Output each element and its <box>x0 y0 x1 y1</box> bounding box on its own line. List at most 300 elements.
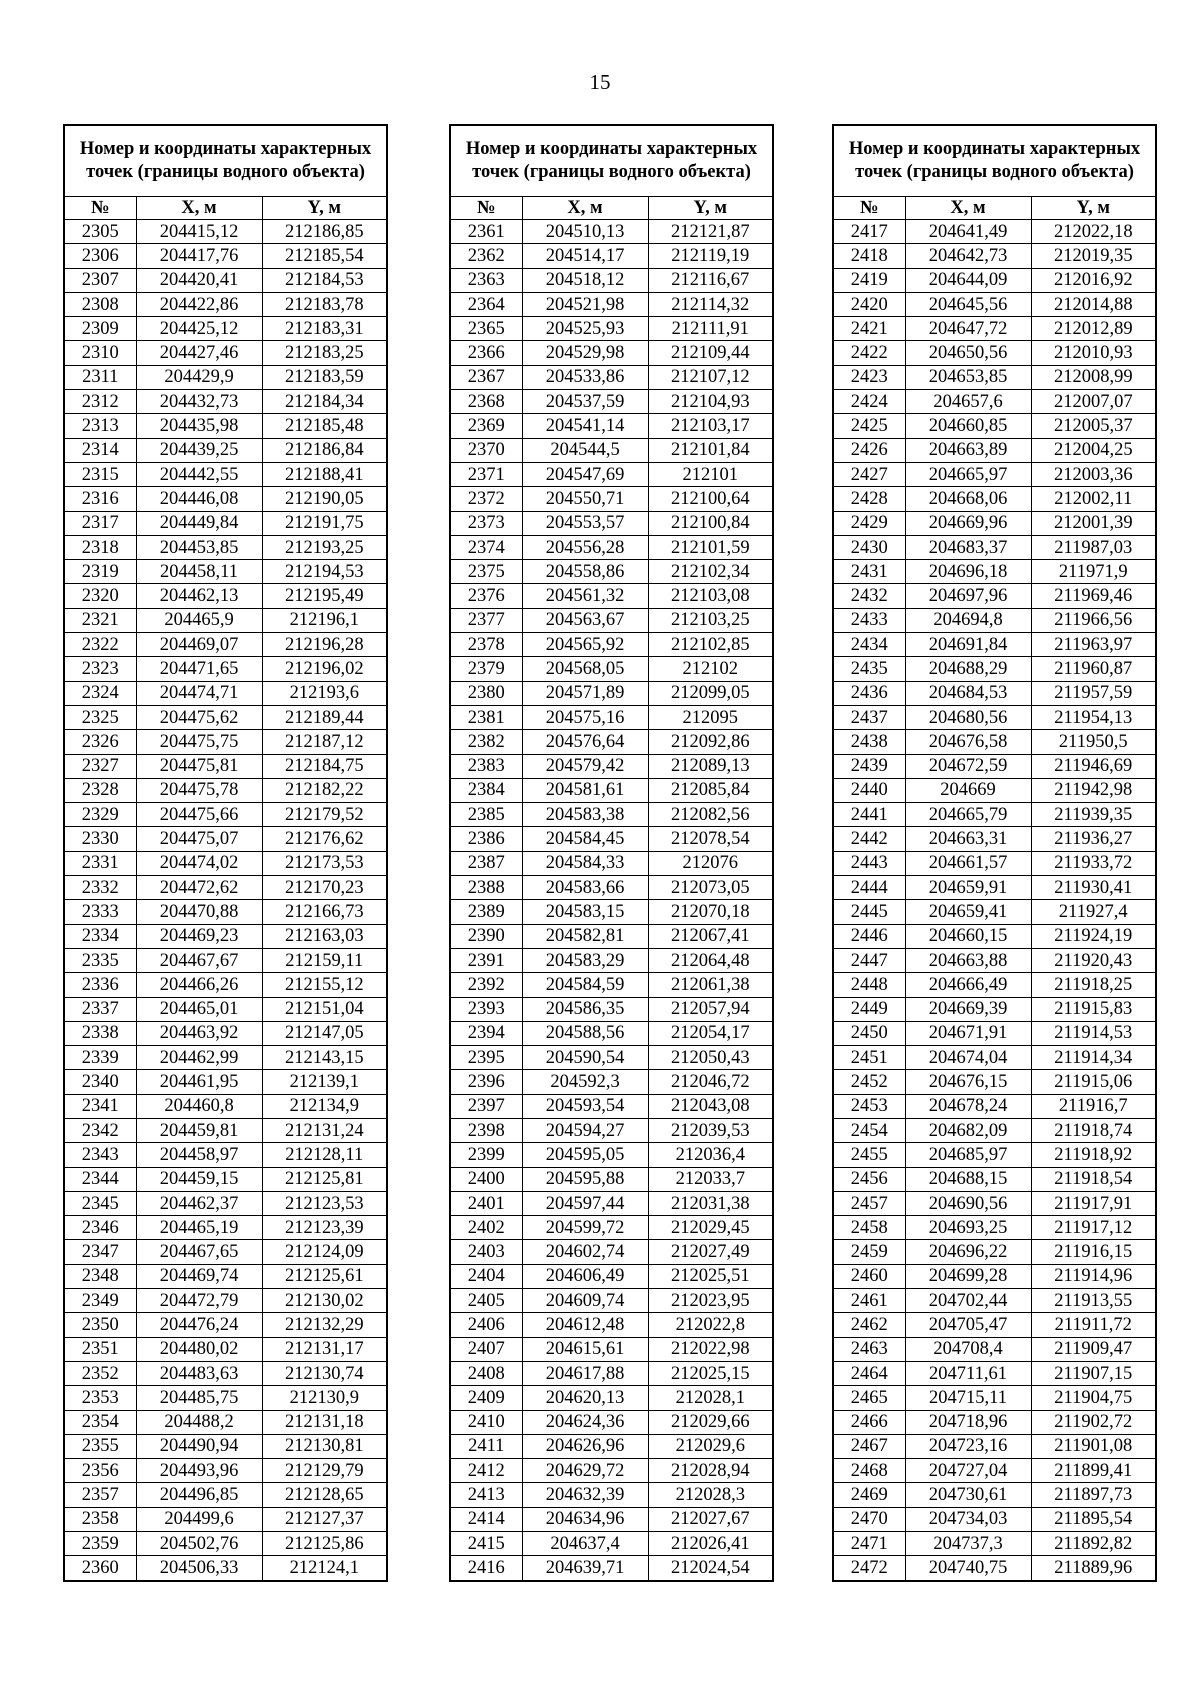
table-row <box>450 633 773 657</box>
x-coordinate-cell: 204737,3 <box>905 1532 1031 1556</box>
table-row <box>64 1118 387 1142</box>
point-number-cell: 2423 <box>833 365 905 389</box>
y-coordinate-cell: 212189,44 <box>262 705 387 729</box>
y-coordinate-cell: 212132,29 <box>262 1313 387 1337</box>
x-coordinate-cell: 204458,11 <box>136 560 262 584</box>
point-number-cell: 2321 <box>64 608 136 632</box>
point-number-cell: 2422 <box>833 341 905 365</box>
y-coordinate-cell: 211904,75 <box>1031 1386 1156 1410</box>
point-number-cell: 2358 <box>64 1507 136 1531</box>
y-coordinate-cell: 212166,73 <box>262 900 387 924</box>
x-coordinate-cell: 204718,96 <box>905 1410 1031 1434</box>
table-row <box>450 608 773 632</box>
y-coordinate-cell: 211907,15 <box>1031 1361 1156 1385</box>
x-coordinate-cell: 204521,98 <box>522 292 648 316</box>
table-row <box>64 1094 387 1118</box>
point-number-cell: 2396 <box>450 1070 522 1094</box>
x-coordinate-cell: 204485,75 <box>136 1386 262 1410</box>
y-coordinate-cell: 212129,79 <box>262 1459 387 1483</box>
point-number-cell: 2401 <box>450 1191 522 1215</box>
table-row <box>833 317 1156 341</box>
column-header-x: X, м <box>136 197 262 220</box>
x-coordinate-cell: 204690,56 <box>905 1191 1031 1215</box>
y-coordinate-cell: 212155,12 <box>262 973 387 997</box>
y-coordinate-cell: 211936,27 <box>1031 827 1156 851</box>
table-row <box>450 948 773 972</box>
point-number-cell: 2457 <box>833 1191 905 1215</box>
y-coordinate-cell: 212128,11 <box>262 1143 387 1167</box>
x-coordinate-cell: 204659,41 <box>905 900 1031 924</box>
point-number-cell: 2326 <box>64 730 136 754</box>
point-number-cell: 2419 <box>833 268 905 292</box>
point-number-cell: 2375 <box>450 560 522 584</box>
y-coordinate-cell: 212128,65 <box>262 1483 387 1507</box>
point-number-cell: 2452 <box>833 1070 905 1094</box>
point-number-cell: 2409 <box>450 1386 522 1410</box>
y-coordinate-cell: 212183,78 <box>262 292 387 316</box>
x-coordinate-cell: 204682,09 <box>905 1118 1031 1142</box>
table-row <box>450 462 773 486</box>
table-row <box>450 827 773 851</box>
y-coordinate-cell: 211918,25 <box>1031 973 1156 997</box>
point-number-cell: 2328 <box>64 778 136 802</box>
y-coordinate-cell: 211892,82 <box>1031 1532 1156 1556</box>
point-number-cell: 2380 <box>450 681 522 705</box>
point-number-cell: 2362 <box>450 244 522 268</box>
y-coordinate-cell: 211927,4 <box>1031 900 1156 924</box>
x-coordinate-cell: 204657,6 <box>905 390 1031 414</box>
y-coordinate-cell: 211914,53 <box>1031 1021 1156 1045</box>
y-coordinate-cell: 211966,56 <box>1031 608 1156 632</box>
y-coordinate-cell: 212054,17 <box>648 1021 773 1045</box>
point-number-cell: 2393 <box>450 997 522 1021</box>
y-coordinate-cell: 211942,98 <box>1031 778 1156 802</box>
y-coordinate-cell: 212024,54 <box>648 1556 773 1581</box>
point-number-cell: 2464 <box>833 1361 905 1385</box>
x-coordinate-cell: 204626,96 <box>522 1434 648 1458</box>
table-row <box>833 1556 1156 1581</box>
x-coordinate-cell: 204666,49 <box>905 973 1031 997</box>
column-header-number: № <box>64 197 136 220</box>
y-coordinate-cell: 212134,9 <box>262 1094 387 1118</box>
table-row <box>450 292 773 316</box>
table-row <box>833 657 1156 681</box>
point-number-cell: 2456 <box>833 1167 905 1191</box>
x-coordinate-cell: 204674,04 <box>905 1046 1031 1070</box>
point-number-cell: 2446 <box>833 924 905 948</box>
table-row <box>64 390 387 414</box>
y-coordinate-cell: 212191,75 <box>262 511 387 535</box>
x-coordinate-cell: 204694,8 <box>905 608 1031 632</box>
x-coordinate-cell: 204697,96 <box>905 584 1031 608</box>
point-number-cell: 2436 <box>833 681 905 705</box>
y-coordinate-cell: 212159,11 <box>262 948 387 972</box>
point-number-cell: 2385 <box>450 803 522 827</box>
table-row <box>450 365 773 389</box>
table-row <box>450 754 773 778</box>
y-coordinate-cell: 212124,09 <box>262 1240 387 1264</box>
table-row <box>64 924 387 948</box>
point-number-cell: 2315 <box>64 462 136 486</box>
y-coordinate-cell: 211939,35 <box>1031 803 1156 827</box>
table-row <box>64 511 387 535</box>
table-row <box>833 1434 1156 1458</box>
point-number-cell: 2345 <box>64 1191 136 1215</box>
y-coordinate-cell: 212102,34 <box>648 560 773 584</box>
point-number-cell: 2408 <box>450 1361 522 1385</box>
y-coordinate-cell: 212101 <box>648 462 773 486</box>
table-row <box>64 1434 387 1458</box>
table-row <box>450 535 773 559</box>
y-coordinate-cell: 211902,72 <box>1031 1410 1156 1434</box>
point-number-cell: 2450 <box>833 1021 905 1045</box>
table-row <box>833 414 1156 438</box>
x-coordinate-cell: 204683,37 <box>905 535 1031 559</box>
y-coordinate-cell: 212195,49 <box>262 584 387 608</box>
point-number-cell: 2395 <box>450 1046 522 1070</box>
table-row <box>64 778 387 802</box>
x-coordinate-cell: 204660,15 <box>905 924 1031 948</box>
point-number-cell: 2351 <box>64 1337 136 1361</box>
point-number-cell: 2388 <box>450 876 522 900</box>
table-row <box>64 1167 387 1191</box>
table-row <box>833 244 1156 268</box>
y-coordinate-cell: 211917,12 <box>1031 1216 1156 1240</box>
point-number-cell: 2412 <box>450 1459 522 1483</box>
table-caption: Номер и координаты характерных точек (границы водного объекта) <box>833 125 1156 197</box>
table-row <box>450 1021 773 1045</box>
y-coordinate-cell: 211914,34 <box>1031 1046 1156 1070</box>
point-number-cell: 2338 <box>64 1021 136 1045</box>
table-row <box>64 462 387 486</box>
y-coordinate-cell: 211918,74 <box>1031 1118 1156 1142</box>
table-row <box>833 851 1156 875</box>
x-coordinate-cell: 204469,07 <box>136 633 262 657</box>
x-coordinate-cell: 204699,28 <box>905 1264 1031 1288</box>
y-coordinate-cell: 212022,98 <box>648 1337 773 1361</box>
point-number-cell: 2397 <box>450 1094 522 1118</box>
y-coordinate-cell: 212031,38 <box>648 1191 773 1215</box>
y-coordinate-cell: 212130,02 <box>262 1289 387 1313</box>
y-coordinate-cell: 212029,45 <box>648 1216 773 1240</box>
table-row <box>450 1264 773 1288</box>
x-coordinate-cell: 204639,71 <box>522 1556 648 1581</box>
point-number-cell: 2383 <box>450 754 522 778</box>
y-coordinate-cell: 212010,93 <box>1031 341 1156 365</box>
table-row <box>450 705 773 729</box>
y-coordinate-cell: 211909,47 <box>1031 1337 1156 1361</box>
y-coordinate-cell: 212183,31 <box>262 317 387 341</box>
y-coordinate-cell: 212103,17 <box>648 414 773 438</box>
table-row <box>450 973 773 997</box>
x-coordinate-cell: 204499,6 <box>136 1507 262 1531</box>
point-number-cell: 2372 <box>450 487 522 511</box>
x-coordinate-cell: 204665,79 <box>905 803 1031 827</box>
page-number: 15 <box>589 70 611 94</box>
table-row <box>450 997 773 1021</box>
table-row <box>833 1410 1156 1434</box>
point-number-cell: 2369 <box>450 414 522 438</box>
y-coordinate-cell: 212061,38 <box>648 973 773 997</box>
point-number-cell: 2435 <box>833 657 905 681</box>
table-row <box>64 608 387 632</box>
y-coordinate-cell: 212014,88 <box>1031 292 1156 316</box>
y-coordinate-cell: 212025,51 <box>648 1264 773 1288</box>
point-number-cell: 2319 <box>64 560 136 584</box>
y-coordinate-cell: 211916,7 <box>1031 1094 1156 1118</box>
x-coordinate-cell: 204680,56 <box>905 705 1031 729</box>
table-row <box>833 462 1156 486</box>
point-number-cell: 2399 <box>450 1143 522 1167</box>
point-number-cell: 2342 <box>64 1118 136 1142</box>
x-coordinate-cell: 204688,29 <box>905 657 1031 681</box>
x-coordinate-cell: 204415,12 <box>136 220 262 244</box>
x-coordinate-cell: 204669 <box>905 778 1031 802</box>
x-coordinate-cell: 204727,04 <box>905 1459 1031 1483</box>
y-coordinate-cell: 211918,54 <box>1031 1167 1156 1191</box>
table-row <box>450 341 773 365</box>
point-number-cell: 2428 <box>833 487 905 511</box>
y-coordinate-cell: 211969,46 <box>1031 584 1156 608</box>
point-number-cell: 2420 <box>833 292 905 316</box>
table-caption: Номер и координаты характерных точек (границы водного объекта) <box>64 125 387 197</box>
x-coordinate-cell: 204588,56 <box>522 1021 648 1045</box>
y-coordinate-cell: 211916,15 <box>1031 1240 1156 1264</box>
x-coordinate-cell: 204661,57 <box>905 851 1031 875</box>
y-coordinate-cell: 212004,25 <box>1031 438 1156 462</box>
y-coordinate-cell: 212026,41 <box>648 1532 773 1556</box>
point-number-cell: 2365 <box>450 317 522 341</box>
point-number-cell: 2317 <box>64 511 136 535</box>
table-row <box>833 390 1156 414</box>
table-row <box>833 584 1156 608</box>
point-number-cell: 2371 <box>450 462 522 486</box>
y-coordinate-cell: 211946,69 <box>1031 754 1156 778</box>
x-coordinate-cell: 204467,65 <box>136 1240 262 1264</box>
table-row <box>833 803 1156 827</box>
y-coordinate-cell: 212050,43 <box>648 1046 773 1070</box>
x-coordinate-cell: 204529,98 <box>522 341 648 365</box>
x-coordinate-cell: 204420,41 <box>136 268 262 292</box>
x-coordinate-cell: 204583,66 <box>522 876 648 900</box>
x-coordinate-cell: 204595,88 <box>522 1167 648 1191</box>
table-row <box>450 1167 773 1191</box>
point-number-cell: 2368 <box>450 390 522 414</box>
point-number-cell: 2353 <box>64 1386 136 1410</box>
table-row <box>64 487 387 511</box>
table-row <box>64 438 387 462</box>
point-number-cell: 2400 <box>450 1167 522 1191</box>
y-coordinate-cell: 212114,32 <box>648 292 773 316</box>
x-coordinate-cell: 204459,15 <box>136 1167 262 1191</box>
table-row <box>833 1337 1156 1361</box>
point-number-cell: 2313 <box>64 414 136 438</box>
table-row <box>833 535 1156 559</box>
point-number-cell: 2333 <box>64 900 136 924</box>
table-row <box>64 1191 387 1215</box>
x-coordinate-cell: 204449,84 <box>136 511 262 535</box>
y-coordinate-cell: 211918,92 <box>1031 1143 1156 1167</box>
y-coordinate-cell: 212008,99 <box>1031 365 1156 389</box>
x-coordinate-cell: 204465,9 <box>136 608 262 632</box>
point-number-cell: 2466 <box>833 1410 905 1434</box>
table-row <box>833 876 1156 900</box>
point-number-cell: 2407 <box>450 1337 522 1361</box>
table-row <box>450 1361 773 1385</box>
point-number-cell: 2471 <box>833 1532 905 1556</box>
y-coordinate-cell: 211899,41 <box>1031 1459 1156 1483</box>
y-coordinate-cell: 212123,39 <box>262 1216 387 1240</box>
x-coordinate-cell: 204609,74 <box>522 1289 648 1313</box>
point-number-cell: 2411 <box>450 1434 522 1458</box>
x-coordinate-cell: 204502,76 <box>136 1532 262 1556</box>
point-number-cell: 2424 <box>833 390 905 414</box>
point-number-cell: 2439 <box>833 754 905 778</box>
point-number-cell: 2381 <box>450 705 522 729</box>
point-number-cell: 2307 <box>64 268 136 292</box>
x-coordinate-cell: 204590,54 <box>522 1046 648 1070</box>
table-row <box>64 948 387 972</box>
x-coordinate-cell: 204606,49 <box>522 1264 648 1288</box>
y-coordinate-cell: 212109,44 <box>648 341 773 365</box>
table-row <box>450 851 773 875</box>
table-row <box>833 1483 1156 1507</box>
y-coordinate-cell: 212022,18 <box>1031 220 1156 244</box>
table-row <box>64 1507 387 1531</box>
table-row <box>833 1118 1156 1142</box>
point-number-cell: 2311 <box>64 365 136 389</box>
y-coordinate-cell: 211920,43 <box>1031 948 1156 972</box>
x-coordinate-cell: 204715,11 <box>905 1386 1031 1410</box>
column-header-y: Y, м <box>262 197 387 220</box>
x-coordinate-cell: 204684,53 <box>905 681 1031 705</box>
y-coordinate-cell: 212188,41 <box>262 462 387 486</box>
point-number-cell: 2455 <box>833 1143 905 1167</box>
table-row <box>833 1070 1156 1094</box>
x-coordinate-cell: 204650,56 <box>905 341 1031 365</box>
table-row <box>833 1264 1156 1288</box>
x-coordinate-cell: 204459,81 <box>136 1118 262 1142</box>
y-coordinate-cell: 212043,08 <box>648 1094 773 1118</box>
x-coordinate-cell: 204537,59 <box>522 390 648 414</box>
y-coordinate-cell: 212073,05 <box>648 876 773 900</box>
x-coordinate-cell: 204583,29 <box>522 948 648 972</box>
y-coordinate-cell: 212116,67 <box>648 268 773 292</box>
x-coordinate-cell: 204583,38 <box>522 803 648 827</box>
x-coordinate-cell: 204461,95 <box>136 1070 262 1094</box>
table-row <box>833 1143 1156 1167</box>
table-row <box>833 1191 1156 1215</box>
x-coordinate-cell: 204435,98 <box>136 414 262 438</box>
point-number-cell: 2348 <box>64 1264 136 1288</box>
table-row <box>833 268 1156 292</box>
y-coordinate-cell: 212103,25 <box>648 608 773 632</box>
x-coordinate-cell: 204653,85 <box>905 365 1031 389</box>
table-row <box>64 341 387 365</box>
y-coordinate-cell: 212101,59 <box>648 535 773 559</box>
point-number-cell: 2472 <box>833 1556 905 1581</box>
table-row <box>833 608 1156 632</box>
x-coordinate-cell: 204702,44 <box>905 1289 1031 1313</box>
y-coordinate-cell: 212107,12 <box>648 365 773 389</box>
y-coordinate-cell: 212095 <box>648 705 773 729</box>
x-coordinate-cell: 204676,58 <box>905 730 1031 754</box>
table-row <box>450 1556 773 1581</box>
x-coordinate-cell: 204474,71 <box>136 681 262 705</box>
table-row <box>64 1143 387 1167</box>
point-number-cell: 2431 <box>833 560 905 584</box>
table-row <box>833 1216 1156 1240</box>
table-row <box>64 1361 387 1385</box>
y-coordinate-cell: 211924,19 <box>1031 924 1156 948</box>
table-row <box>833 681 1156 705</box>
point-number-cell: 2389 <box>450 900 522 924</box>
table-row <box>833 924 1156 948</box>
y-coordinate-cell: 212147,05 <box>262 1021 387 1045</box>
y-coordinate-cell: 212036,4 <box>648 1143 773 1167</box>
table-row <box>450 584 773 608</box>
y-coordinate-cell: 212187,12 <box>262 730 387 754</box>
y-coordinate-cell: 212176,62 <box>262 827 387 851</box>
y-coordinate-cell: 212076 <box>648 851 773 875</box>
table-row <box>833 1046 1156 1070</box>
point-number-cell: 2426 <box>833 438 905 462</box>
point-number-cell: 2355 <box>64 1434 136 1458</box>
y-coordinate-cell: 211914,96 <box>1031 1264 1156 1288</box>
x-coordinate-cell: 204465,19 <box>136 1216 262 1240</box>
y-coordinate-cell: 211915,83 <box>1031 997 1156 1021</box>
y-coordinate-cell: 212007,07 <box>1031 390 1156 414</box>
point-number-cell: 2366 <box>450 341 522 365</box>
y-coordinate-cell: 212184,34 <box>262 390 387 414</box>
x-coordinate-cell: 204708,4 <box>905 1337 1031 1361</box>
x-coordinate-cell: 204417,76 <box>136 244 262 268</box>
x-coordinate-cell: 204470,88 <box>136 900 262 924</box>
y-coordinate-cell: 211960,87 <box>1031 657 1156 681</box>
table-row <box>833 1361 1156 1385</box>
table-row <box>833 220 1156 244</box>
column-header-number: № <box>450 197 522 220</box>
table-row <box>833 511 1156 535</box>
table-row <box>833 705 1156 729</box>
point-number-cell: 2425 <box>833 414 905 438</box>
y-coordinate-cell: 212099,05 <box>648 681 773 705</box>
x-coordinate-cell: 204463,92 <box>136 1021 262 1045</box>
point-number-cell: 2305 <box>64 220 136 244</box>
x-coordinate-cell: 204453,85 <box>136 535 262 559</box>
table-row <box>833 341 1156 365</box>
x-coordinate-cell: 204641,49 <box>905 220 1031 244</box>
table-row <box>833 1240 1156 1264</box>
point-number-cell: 2377 <box>450 608 522 632</box>
x-coordinate-cell: 204480,02 <box>136 1337 262 1361</box>
y-coordinate-cell: 211957,59 <box>1031 681 1156 705</box>
y-coordinate-cell: 212092,86 <box>648 730 773 754</box>
table-row <box>450 876 773 900</box>
column-header-x: X, м <box>905 197 1031 220</box>
table-row <box>64 414 387 438</box>
point-number-cell: 2363 <box>450 268 522 292</box>
table-row <box>64 876 387 900</box>
x-coordinate-cell: 204584,59 <box>522 973 648 997</box>
table-row <box>833 778 1156 802</box>
point-number-cell: 2454 <box>833 1118 905 1142</box>
point-number-cell: 2341 <box>64 1094 136 1118</box>
table-row <box>450 560 773 584</box>
table-row <box>833 1289 1156 1313</box>
table-row <box>64 535 387 559</box>
y-coordinate-cell: 211889,96 <box>1031 1556 1156 1581</box>
